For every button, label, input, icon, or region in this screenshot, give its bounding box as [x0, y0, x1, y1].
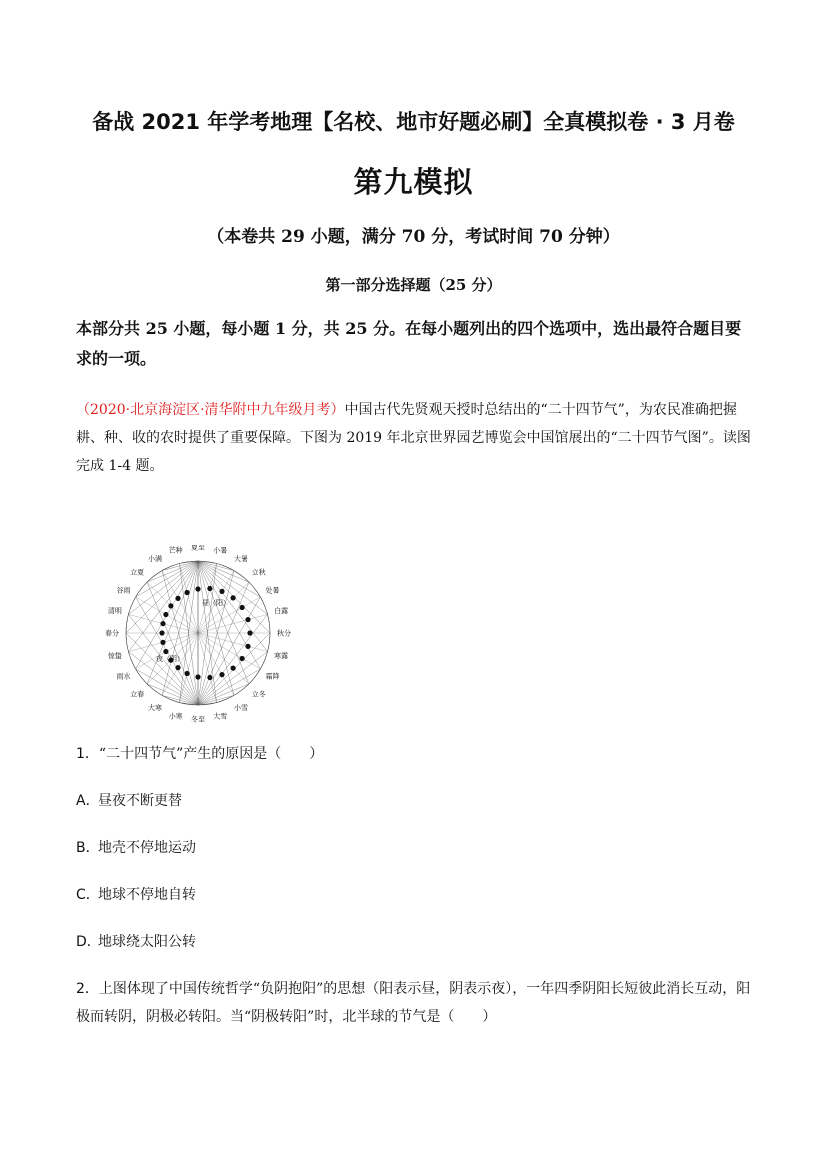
question-number: 1． — [76, 746, 99, 762]
passage-text: 中国古代先贤观天授时总结出的“二十四节气”，为农民准确把握耕、种、收的农时提供了重要保障。下图为 2019 年北京世界园艺博览会中国馆展出的“二十四节气图”。读图完成 1-4 题。 — [76, 402, 751, 474]
solar-term-label: 小满 — [148, 555, 162, 563]
day-night-dot — [219, 672, 224, 677]
option-text: 地壳不停地运动 — [98, 840, 196, 856]
question-number: 2． — [76, 981, 99, 997]
chord-line — [198, 561, 249, 582]
exam-info: （本卷共 29 小题，满分 70 分，考试时间 70 分钟） — [207, 227, 620, 247]
day-night-dot — [247, 630, 252, 635]
day-night-dot — [175, 596, 180, 601]
chord-line — [147, 684, 198, 705]
solar-term-label: 小暑 — [213, 546, 228, 555]
solar-term-label: 清明 — [107, 607, 122, 616]
page-title: 第九模拟 — [353, 165, 474, 199]
night-label: 夜（阴） — [156, 655, 184, 663]
day-night-dot — [168, 603, 173, 608]
day-night-dot — [175, 665, 180, 670]
solar-term-label: 立冬 — [251, 690, 266, 699]
solar-terms-diagram — [98, 545, 298, 725]
day-night-dot — [195, 586, 200, 591]
day-night-dot — [207, 675, 212, 680]
day-night-dot — [159, 630, 164, 635]
day-night-dot — [163, 649, 168, 654]
solar-term-label: 芒种 — [168, 546, 183, 555]
solar-term-label: 处暑 — [265, 586, 280, 595]
option-c[interactable] — [76, 885, 196, 905]
chord-line — [198, 564, 217, 706]
option-letter: C． — [76, 887, 100, 903]
solar-term-label: 小寒 — [168, 712, 183, 721]
solar-term-label: 春分 — [105, 629, 119, 638]
option-text: 地球不停地自转 — [98, 887, 196, 903]
reading-passage — [76, 396, 752, 480]
day-night-dot — [160, 640, 165, 645]
solar-term-label: 立春 — [130, 690, 145, 699]
chord-line — [198, 561, 217, 703]
solar-term-label: 大雪 — [213, 712, 228, 721]
option-letter: A． — [76, 793, 100, 809]
question-text: 上图体现了中国传统哲学“负阴抱阳”的思想（阳表示昼，阴表示夜），一年四季阴阳长短彼此消长互动，阳极而转阴，阴极必转阳。当“阴极转阳”时，北半球的节气是（ ） — [76, 981, 751, 1025]
chord-line — [147, 561, 198, 582]
option-a[interactable] — [76, 791, 182, 811]
option-b[interactable] — [76, 838, 196, 858]
day-night-dot — [231, 666, 236, 671]
spoke-line — [179, 564, 198, 634]
solar-term-label: 霜降 — [265, 672, 280, 681]
solar-term-label: 大暑 — [234, 555, 248, 563]
solar-term-label: 秋分 — [277, 629, 291, 638]
day-night-dot — [160, 621, 165, 626]
day-night-dot — [240, 656, 245, 661]
day-label: 昼（阳） — [202, 599, 230, 607]
question-1 — [76, 740, 756, 768]
question-2 — [76, 975, 756, 1031]
chord-line — [198, 684, 249, 705]
chord-line — [147, 582, 198, 705]
spoke-line — [198, 614, 268, 633]
solar-term-label: 小雪 — [234, 704, 248, 712]
solar-term-label: 谷雨 — [116, 586, 131, 595]
day-night-dot — [207, 586, 212, 591]
chord-line — [198, 561, 249, 684]
day-night-dot — [185, 590, 190, 595]
day-night-dot — [240, 605, 245, 610]
solar-term-label: 白露 — [274, 607, 289, 616]
solar-terms-svg — [98, 545, 298, 725]
header-title: 备战 2021 年学考地理【名校、地市好题必刷】全真模拟卷 · 3 月卷 — [92, 110, 735, 134]
solar-term-label: 雨水 — [116, 672, 131, 681]
solar-term-label: 立秋 — [251, 568, 266, 577]
solar-term-label: 惊蛰 — [107, 651, 122, 660]
chord-line — [179, 561, 198, 703]
spoke-line — [179, 633, 198, 703]
solar-term-label: 夏至 — [191, 545, 205, 552]
chord-line — [147, 561, 198, 684]
spoke-line — [198, 633, 260, 669]
solar-term-label: 冬至 — [191, 715, 205, 724]
spoke-line — [198, 633, 217, 703]
solar-term-label: 寒露 — [274, 651, 289, 660]
section-title: 第一部分选择题（25 分） — [325, 276, 502, 294]
option-d[interactable] — [76, 932, 196, 952]
day-night-dot — [185, 671, 190, 676]
option-letter: D． — [76, 934, 101, 950]
spoke-line — [198, 633, 268, 652]
question-text: “二十四节气”产生的原因是（ ） — [98, 746, 324, 762]
option-text: 地球绕太阳公转 — [98, 934, 196, 950]
option-letter: B． — [76, 840, 100, 856]
day-night-dot — [231, 595, 236, 600]
day-night-dot — [163, 612, 168, 617]
solar-term-label: 大寒 — [148, 704, 162, 712]
day-night-dot — [219, 589, 224, 594]
day-night-dot — [195, 674, 200, 679]
chord-line — [179, 564, 198, 706]
option-text: 昼夜不断更替 — [98, 793, 182, 809]
solar-term-label: 立夏 — [130, 568, 145, 577]
section-instructions: 本部分共 25 小题，每小题 1 分，共 25 分。在每小题列出的四个选项中，选出最符合题目要求的一项。 — [76, 319, 742, 368]
day-night-dot — [245, 644, 250, 649]
day-night-dot — [245, 617, 250, 622]
passage-source: （2020·北京海淀区·清华附中九年级月考） — [76, 402, 345, 418]
